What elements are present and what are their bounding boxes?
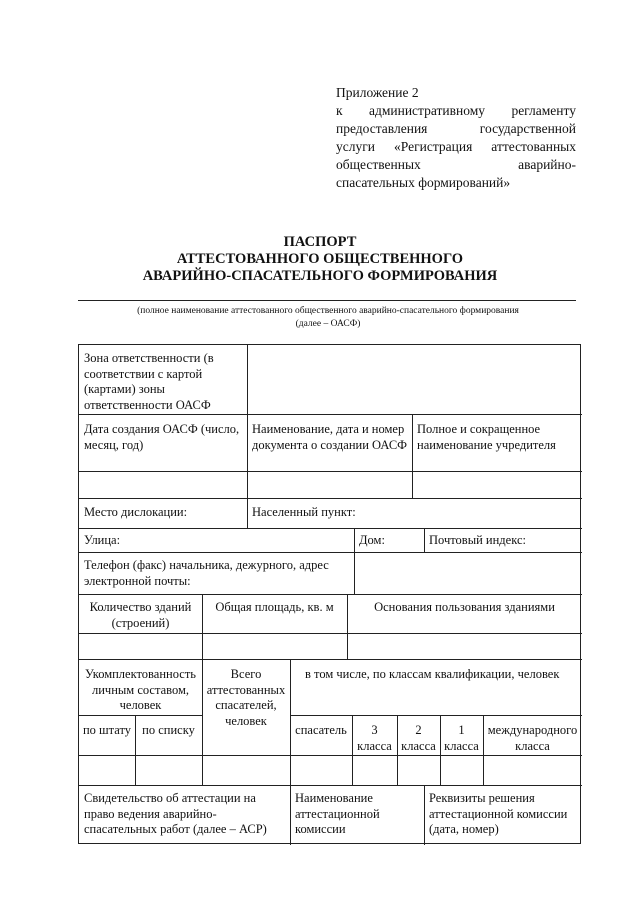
appendix-title: Приложение 2 <box>336 85 419 100</box>
postcode-label: Почтовый индекс: <box>429 533 526 547</box>
total-area-label: Общая площадь, кв. м <box>215 600 334 614</box>
col-divider <box>202 594 203 659</box>
by-list-label: по списку <box>142 723 195 737</box>
class3-label: 3 класса <box>357 723 392 753</box>
creation-date-label: Дата создания ОАСФ (число, месяц, год) <box>84 422 240 452</box>
row-divider <box>79 471 582 472</box>
settlement-label: Населенный пункт: <box>252 505 356 519</box>
col-divider <box>202 659 203 785</box>
col-divider <box>483 715 484 785</box>
class2-label: 2 класса <box>401 723 436 753</box>
heading-line-1: ПАСПОРТ <box>283 234 357 250</box>
col-divider <box>247 345 248 414</box>
col-divider <box>247 414 248 528</box>
row-divider <box>290 715 582 716</box>
usage-basis-label: Основания пользования зданиями <box>374 600 555 614</box>
col-divider <box>424 785 425 845</box>
row-divider <box>79 528 582 529</box>
international-label: международного класса <box>487 723 578 753</box>
zone-label: Зона ответственности (в соответствии с картой (картами) зоны ответственности ОАСФ <box>84 351 214 412</box>
creation-doc-label: Наименование, дата и номер документа о создании ОАСФ <box>252 422 408 452</box>
heading-line-2: АТТЕСТОВАННОГО ОБЩЕСТВЕННОГО <box>176 251 464 267</box>
appendix-line: услуги «Регистрация аттестованных <box>336 139 576 154</box>
passport-form-table <box>78 344 581 844</box>
col-divider <box>424 528 425 552</box>
certificate-label: Свидетельство об аттестации на право ведения аварийно-спасательных работ (далее – АСР) <box>84 791 267 836</box>
row-divider <box>79 552 582 553</box>
name-caption-line-1: (полное наименование аттестованного общественного аварийно-спасательного формирования <box>137 306 519 316</box>
col-divider <box>397 715 398 785</box>
row-divider <box>79 594 582 595</box>
appendix-line: предоставления государственной <box>336 121 576 136</box>
col-divider <box>412 414 413 498</box>
col-divider <box>352 715 353 785</box>
col-divider <box>354 528 355 552</box>
col-divider <box>354 552 355 594</box>
row-divider <box>79 498 582 499</box>
row-divider <box>79 414 582 415</box>
appendix-block <box>336 84 576 192</box>
row-divider <box>79 715 202 716</box>
heading-line-3: АВАРИЙНО-СПАСАТЕЛЬНОГО ФОРМИРОВАНИЯ <box>142 268 498 284</box>
name-caption-line-2: (далее – ОАСФ) <box>295 319 361 329</box>
by-staff-label: по штату <box>82 723 132 737</box>
total-certified-label: Всего аттестованных спасателей, человек <box>206 667 286 728</box>
staffing-label: Укомплектованность личным составом, человек <box>85 667 196 712</box>
row-divider <box>79 659 582 660</box>
phone-label: Телефон (факс) начальника, дежурного, адрес электронной почты: <box>84 558 329 588</box>
rescuer-label: спасатель <box>295 723 347 737</box>
col-divider <box>347 594 348 659</box>
appendix-line: спасательных формирований» <box>336 175 511 190</box>
row-divider <box>79 785 582 786</box>
appendix-line: общественных аварийно- <box>336 157 576 172</box>
street-label: Улица: <box>84 533 121 547</box>
location-label: Место дислокации: <box>84 505 188 519</box>
col-divider <box>135 715 136 785</box>
col-divider <box>290 785 291 845</box>
commission-decision-label: Реквизиты решения аттестационной комиссии (дата, номер) <box>429 791 568 836</box>
class1-label: 1 класса <box>444 723 479 753</box>
name-caption <box>90 305 566 331</box>
commission-name-label: Наименование аттестационной комиссии <box>295 791 380 836</box>
col-divider <box>290 659 291 785</box>
name-underline <box>78 300 576 301</box>
buildings-count-label: Количество зданий (строений) <box>89 600 192 630</box>
appendix-line: к административному регламенту <box>336 103 576 118</box>
col-divider <box>440 715 441 785</box>
founder-label: Полное и сокращенное наименование учредителя <box>417 422 556 452</box>
row-divider <box>79 633 582 634</box>
by-class-label: в том числе, по классам квалификации, человек <box>305 667 560 681</box>
house-label: Дом: <box>359 533 385 547</box>
row-divider <box>79 755 582 756</box>
